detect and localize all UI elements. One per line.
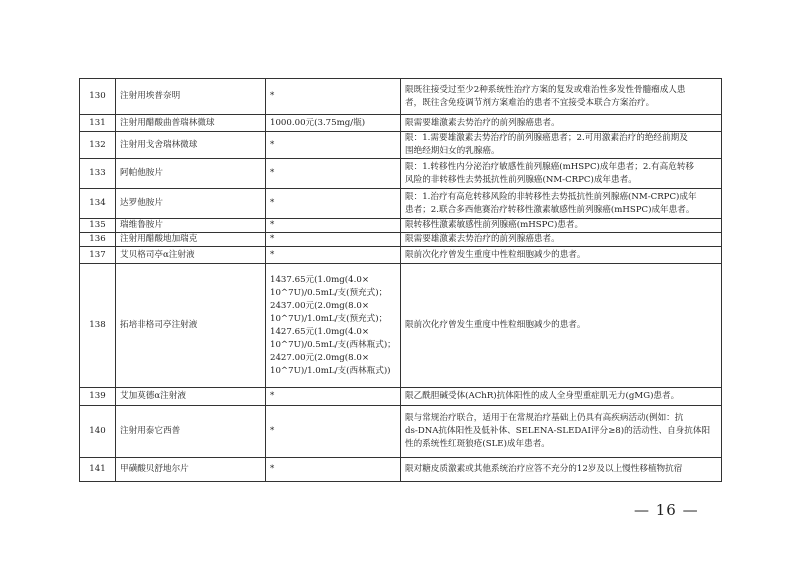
table-row (80, 233, 722, 247)
drug-name: 艾贝格司亭α注射液 (116, 247, 266, 264)
row-number: 141 (80, 458, 116, 482)
restriction (401, 115, 722, 132)
restriction-line: 围绝经期妇女的乳腺癌。 (405, 146, 500, 156)
table-row (80, 79, 722, 115)
table-row (80, 406, 722, 458)
restriction-line: 限既往接受过至少2种系统性治疗方案的复发或难治性多发性骨髓瘤成人患 (405, 84, 686, 95)
restriction-line: ds-DNA抗体阳性及低补体、SELENA-SLEDAI评分≥8)的活动性、自身抗体阳 (405, 426, 711, 436)
restriction (401, 247, 722, 264)
payment-standard-line: 10^7U)/1.0mL/支(预充式)； (270, 313, 388, 324)
payment-standard (266, 79, 401, 115)
restriction-line: 风险的非转移性去势抵抗性前列腺癌(NM-CRPC)成年患者。 (405, 174, 637, 185)
restriction-line: 限对糖皮质激素或其他系统治疗应答不充分的12岁及以上慢性移植物抗宿 (405, 464, 683, 474)
table-row (80, 132, 722, 159)
payment-standard (266, 159, 401, 189)
drug-name: 注射用醋酸地加瑞克 (116, 233, 266, 247)
payment-standard-line: 10^7U)/0.5mL/支(西林瓶式)； (270, 339, 396, 350)
drug-name: 达罗他胺片 (116, 189, 266, 219)
restriction (401, 458, 722, 482)
payment-standard-line: * (270, 234, 275, 244)
payment-standard (266, 219, 401, 233)
payment-standard-line: 2437.00元(2.0mg(8.0× (270, 300, 370, 311)
payment-standard (266, 458, 401, 482)
restriction-line: 限前次化疗曾发生重度中性粒细胞减少的患者。 (405, 320, 586, 330)
restriction (401, 406, 722, 458)
page-number: — 16 — (634, 501, 699, 519)
payment-standard-line: * (270, 249, 275, 260)
payment-standard-line: * (270, 391, 275, 401)
restriction-line: 者，既往含免疫调节剂方案难治的患者不宜接受本联合方案治疗。 (405, 97, 655, 108)
row-number: 133 (80, 159, 116, 189)
drug-name: 艾加莫德α注射液 (116, 388, 266, 406)
row-number: 131 (80, 115, 116, 132)
restriction-line: 性的系统性红斑狼疮(SLE)成年患者。 (405, 439, 550, 449)
table-row (80, 219, 722, 233)
restriction-line: 限：1.需要雄激素去势治疗的前列腺癌患者；2.可用激素治疗的绝经前期及 (405, 133, 688, 143)
restriction (401, 264, 722, 388)
payment-standard-line: * (270, 426, 275, 436)
restriction-line: 限乙酰胆碱受体(AChR)抗体阳性的成人全身型重症肌无力(gMG)患者。 (405, 391, 680, 401)
payment-standard-line: 2427.00元(2.0mg(8.0× (270, 352, 370, 363)
restriction (401, 233, 722, 247)
payment-standard (266, 247, 401, 264)
row-number: 138 (80, 264, 116, 388)
row-number: 134 (80, 189, 116, 219)
row-number: 140 (80, 406, 116, 458)
row-number: 135 (80, 219, 116, 233)
payment-standard (266, 233, 401, 247)
row-number: 136 (80, 233, 116, 247)
drug-name: 注射用泰它西普 (116, 406, 266, 458)
table-row (80, 388, 722, 406)
drug-table-body (80, 79, 722, 482)
restriction-line: 限与常规治疗联合，适用于在常规治疗基础上仍具有高疾病活动(例如：抗 (405, 413, 684, 423)
drug-name: 注射用埃普奈明 (116, 79, 266, 115)
restriction (401, 219, 722, 233)
table-row (80, 189, 722, 219)
restriction (401, 132, 722, 159)
restriction-line: 限：1.转移性内分泌治疗敏感性前列腺癌(mHSPC)成年患者；2.有高危转移 (405, 161, 695, 172)
table-row (80, 264, 722, 388)
payment-standard-line: * (270, 220, 275, 230)
payment-standard (266, 388, 401, 406)
drug-name: 甲磺酸贝舒地尔片 (116, 458, 266, 482)
table-row (80, 458, 722, 482)
payment-standard-line: * (270, 91, 275, 101)
table-row (80, 159, 722, 189)
payment-standard-line: 1427.65元(1.0mg(4.0× (270, 326, 370, 337)
payment-standard (266, 115, 401, 132)
row-number: 130 (80, 79, 116, 115)
drug-name: 阿帕他胺片 (116, 159, 266, 189)
drug-name: 注射用醋酸曲普瑞林微球 (116, 115, 266, 132)
drug-name: 拓培非格司亭注射液 (116, 264, 266, 388)
payment-standard-line: 1437.65元(1.0mg(4.0× (270, 274, 370, 285)
restriction (401, 189, 722, 219)
payment-standard (266, 406, 401, 458)
table-row (80, 115, 722, 132)
restriction-line: 限转移性激素敏感性前列腺癌(mHSPC)患者。 (405, 220, 584, 230)
payment-standard-line: * (270, 139, 275, 150)
row-number: 139 (80, 388, 116, 406)
restriction-line: 限需要雄激素去势治疗的前列腺癌患者。 (405, 234, 560, 244)
restriction-line: 限：1.治疗有高危转移风险的非转移性去势抵抗性前列腺癌(NM-CRPC)成年 (405, 191, 697, 202)
table-row (80, 247, 722, 264)
row-number: 137 (80, 247, 116, 264)
row-number: 132 (80, 132, 116, 159)
payment-standard-line: * (270, 198, 275, 208)
drug-name: 瑞维鲁胺片 (116, 219, 266, 233)
drug-table (79, 78, 722, 482)
restriction-line: 患者；2.联合多西他赛治疗转移性激素敏感性前列腺癌(mHSPC)成年患者。 (405, 204, 695, 215)
payment-standard-line: 10^7U)/1.0mL/支(西林瓶式)) (270, 365, 391, 376)
payment-standard (266, 132, 401, 159)
restriction-line: 限需要雄激素去势治疗的前列腺癌患者。 (405, 117, 560, 128)
restriction-line: 限前次化疗曾发生重度中性粒细胞减少的患者。 (405, 249, 586, 260)
payment-standard-line: 10^7U)/0.5mL/支(预充式)； (270, 287, 388, 298)
payment-standard (266, 264, 401, 388)
restriction (401, 79, 722, 115)
payment-standard (266, 189, 401, 219)
payment-standard-line: * (270, 464, 275, 474)
restriction (401, 159, 722, 189)
payment-standard-line: 1000.00元(3.75mg/瓶) (270, 117, 366, 128)
drug-name: 注射用戈舍瑞林微球 (116, 132, 266, 159)
restriction (401, 388, 722, 406)
payment-standard-line: * (270, 168, 275, 178)
